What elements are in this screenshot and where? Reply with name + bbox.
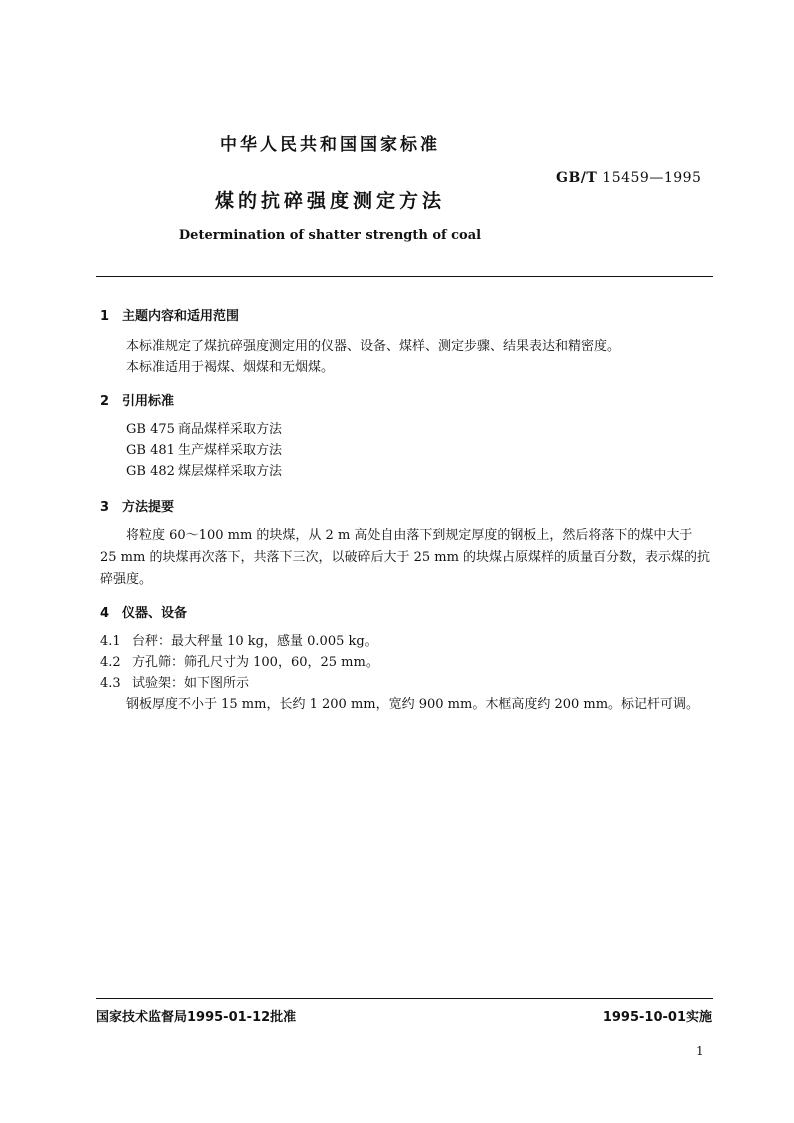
paragraph: 将粒度 60～100 mm 的块煤，从 2 m 高处自由落下到规定厚度的钢板上，然后将落下的煤中大于 <box>126 528 693 543</box>
section-heading: 4 仪器、设备 <box>100 606 188 621</box>
page-number: 1 <box>696 1044 704 1058</box>
paragraph: 本标准适用于褐煤、烟煤和无烟煤。 <box>126 360 335 375</box>
standard-title: 中华人民共和国国家标准 <box>220 135 440 155</box>
standard-code-prefix: GB/T <box>556 170 598 186</box>
header-rule <box>96 276 713 277</box>
section-heading: 1 主题内容和适用范围 <box>100 309 240 324</box>
section-heading: 3 方法提要 <box>100 500 175 515</box>
standard-code <box>556 170 701 186</box>
paragraph: 本标准规定了煤抗碎强度测定用的仪器、设备、煤样、测定步骤、结果表达和精密度。 <box>126 339 621 354</box>
approval-info: 国家技术监督局1995-01-12批准 <box>96 1010 297 1025</box>
reference-item: GB 482 煤层煤样采取方法 <box>126 464 283 479</box>
clause: 4.2 方孔筛：筛孔尺寸为 100，60，25 mm。 <box>100 655 379 670</box>
document-title: 煤的抗碎强度测定方法 <box>214 190 445 212</box>
implementation-date: 1995-10-01实施 <box>602 1010 712 1025</box>
reference-item: GB 481 生产煤样采取方法 <box>126 443 283 458</box>
footer-rule <box>96 998 713 999</box>
section-heading: 2 引用标准 <box>100 394 175 409</box>
clause: 4.3 试验架：如下图所示 <box>100 676 250 691</box>
document-subtitle: Determination of shatter strength of coal <box>178 228 482 243</box>
clause: 4.1 台秤：最大秤量 10 kg，感量 0.005 kg。 <box>100 634 378 649</box>
paragraph: 钢板厚度不小于 15 mm，长约 1 200 mm，宽约 900 mm。木框高度约 200 mm。标记杆可调。 <box>126 697 700 712</box>
standard-code-number: 15459—1995 <box>602 170 702 186</box>
reference-item: GB 475 商品煤样采取方法 <box>126 422 283 437</box>
paragraph: 碎强度。 <box>100 572 153 587</box>
paragraph: 25 mm 的块煤再次落下，共落下三次，以破碎后大于 25 mm 的块煤占原煤样的质量百分数，表示煤的抗 <box>100 550 711 565</box>
